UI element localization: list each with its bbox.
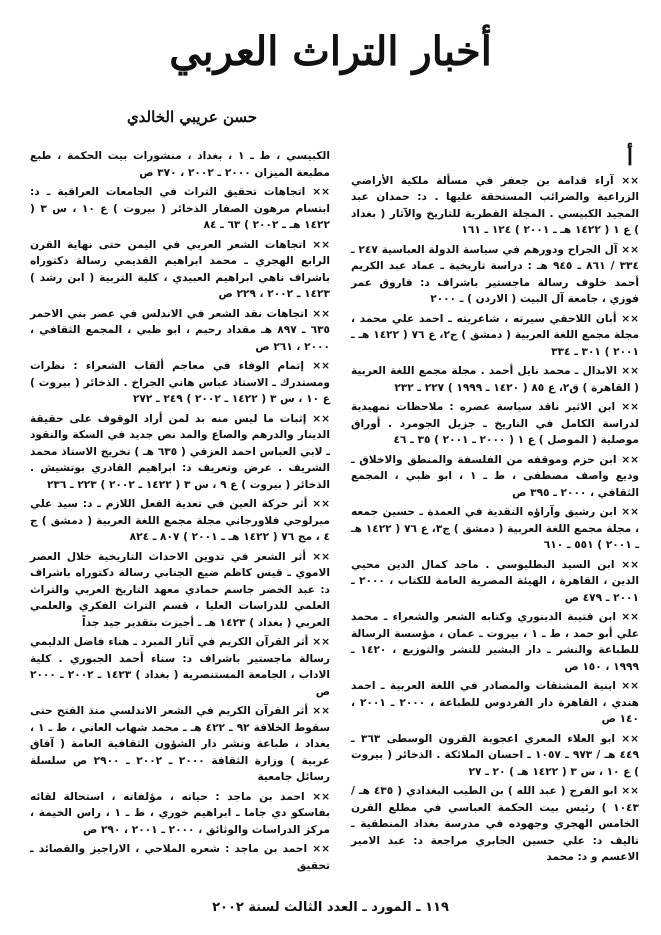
bibliography-entry: ×× ابن رشيق وآراؤه النقدية في العمدة ـ حسين جمعه ، مجلة مجمع اللغة العربية ( دمشق ) ج٣، ع ٧٦ ( ١٤٢٢ هـ ـ ٢٠٠١ ) ٥٥١ ـ ٦١٠ xyxy=(351,506,640,551)
bibliography-entry: ×× احمد بن ماجد : شعره الملاحي ، الاراجيز والقصائد ـ تحقيق xyxy=(30,843,330,872)
bibliography-entry: ×× ابن الاثير ناقد سياسة عصره : ملاحظات تمهيدية لدراسة الكامل في التاريخ ـ جزيل الجومرد . أوراق موصلية ( الموصل ) ع ١ ( ٢٠٠٠ ـ ٢٠٠١ ) ٣٥ ـ ٤٦ xyxy=(351,401,639,446)
bibliography-entry: ×× آراء قدامة بن جعفر في مسألة ملكية الأراضي الزراعية والضرائب المستحقة عليها . د: حمدان عبد المجيد الكبيسي . المجلة القطرية للتاريخ والآثار ( بغداد ) ع ١ ( ١٤٢٢ هـ ـ ٢٠٠١ ) ١٢٤ ـ ١٦١ xyxy=(351,174,639,236)
bibliography-entry: ×× أثر حركة العين في تعدية الفعل اللازم ـ د: سيد علي ميرلوجي فلاورجاني مجلة مجمع اللغة العربية ( دمشق ) ج ٤ ، مج ٧٦ ( ١٤٢٢ هـ ـ ٢٠٠١ ) ٨٠٧ ـ ٨٢٤ xyxy=(30,498,330,543)
bibliography-entry: ×× اتجاهات تحقيق التراث في الجامعات العراقية ـ د: ابتسام مرهون الصفار الذخائر ( بيروت ) ع ١٠ ، س ٣ ( ١٤٢٢ هـ ـ ٢٠٠٢ ) ٦٣ ـ ٨٤ xyxy=(30,186,331,231)
bibliography-entry: ×× الابدال ـ محمد نايل أحمد . مجلة مجمع اللغة العربية ( القاهرة ) ق٢، ع ٨٥ ( ١٤٢٠ ـ ١٩٩٩ ) ٢٢٧ ـ ٢٣٢ xyxy=(351,365,639,394)
bibliography-entry: ×× ابن حزم وموقفه من الفلسفة والمنطق والاخلاق ـ وديع واصف مصطفى ، ط ـ ١ ، ابو ظبي ، المجمع الثقافي ، ٢٠٠٠ ـ ٣٩٥ ص xyxy=(351,453,639,499)
bibliography-entry: ×× ابو الفرج ( عبد الله ) بن الطيب البغدادي ( ٤٣٥ هـ / ١٠٤٣ ) رئيس بيت الحكمة العباسي في مطلع القرن الخامس الهجري وجهوده في مدرسة بغداد المنطقية ـ تاليف د: علي حسين الجابري مراجعة د: عبد الامير الاعسم و د: محمد xyxy=(351,785,639,863)
bibliography-entry: ×× إتمام الوفاء في معاجم ألقاب الشعراء : نظرات ومستدرك ـ الاستاذ عباس هاني الجراخ . الذخائر ( بيروت ) ع ١٠ ، س ٣ ( ١٤٢٢ ـ ٢٠٠٢ ) ٢٤٩ ـ ٢٧٢ xyxy=(30,360,330,405)
right-column xyxy=(351,145,640,869)
bibliography-entry: ×× آل الجراح ودورهم في سياسة الدولة العباسية ٢٤٧ ـ ٣٣٤ / ٨٦١ ـ ٩٤٥ هـ : دراسة تاريخية ـ عماد عبد الكريم أحمد خلوف رسالة ماجستير باشراف د: فاروق عمر فوزي ، جامعة آل البيت ( الاردن ) ـ ٢٠٠٠ xyxy=(351,243,640,305)
bibliography-entry: ×× ابو العلاء المعري اعجوبة القرون الوسطى ٣٦٣ ـ ٤٤٩ هـ / ٩٧٣ ـ ١٠٥٧ ـ احسان الملائكة . الذخائر ( بيروت ) ع ١٠ ، س ٣ ( ١٤٢٢ هـ ) ٢٠ ـ ٢٧ xyxy=(351,732,639,778)
author-name: حسن عريبي الخالدي xyxy=(126,108,258,126)
bibliography-entry: الكبيسي ، ط ـ ١ ، بغداد ، منشورات بيت الحكمة ، طبع مطبعة الميزان ٢٠٠٠ ـ ٢٠٠٢ ، ٣٧٠ ص xyxy=(30,150,330,179)
bibliography-entry: ×× أثر القرآن الكريم في آثار المبرد ـ هناء فاضل الدليمي رسالة ماجستير باشراف د: سناء أحمد الجبوري . كلية الاداب ، الجامعة المستنصرية ( بغداد ) ١٤٢٣ ـ ٢٠٠٢ ـ ٢٠٠٠ ص xyxy=(30,636,330,698)
bibliography-entry: ×× أثر القرآن الكريم في الشعر الاندلسي منذ الفتح حتى سقوط الخلافة ٩٢ ـ ٤٢٢ هـ ـ محمد شهاب العاني ، ط ـ ١ ، بغداد ، طباعة ونشر دار الشؤون الثقافية العامة ( آفاق عربية ) وزارة الثقافة ٢٠٠٠ ـ ٢٠٠٢ ـ ٢٩٠٠ ص سلسلة رسائل جامعية xyxy=(30,705,330,783)
bibliography-entry: ×× ابن قتيبة الدينوري وكتابه الشعر والشعراء ـ محمد علي أبو حمد ، ط ـ ١ ، بيروت ـ عمان ، مؤسسة الرسالة للطباعة والنشر ـ دار البشير للنشر والتوزيع ، ١٤٢٠ ـ ١٩٩٩ ، ١٥٠ ص xyxy=(351,611,640,673)
bibliography-entry: ×× اتجاهات نقد الشعر في الاندلس في عصر بني الاحمر ٦٣٥ ـ ٨٩٧ هـ مقداد رحيم ، ابو ظبي ، المجمع الثقافي ، ٢٠٠٠ ، ٢٦١ ص xyxy=(30,307,331,353)
bibliography-entry: ×× إثبات ما ليس منه بد لمن أراد الوقوف على حقيقة الدينار والدرهم والصاع والمد نص جديد في السكة والنقود ـ لابي العباس احمد العزفي ( ٦٣٥ هـ ) تخريج الاستاذ محمد الشريف . عرض وتعريف د: ابراهيم القادري بوتشيش . الذخائر ( بيروت ) ع ٩ ، س ٣ ( ١٤٢٢ ـ ٢٠٠٢ ) ٢٢٣ ـ ٢٣٦ xyxy=(30,412,331,491)
left-column xyxy=(30,148,330,877)
bibliography-entry: ×× اتجاهات الشعر العربي في اليمن حتى نهاية القرن الرابع الهجري ـ محمد ابراهيم القديمي رسالة دكتوراه باشراف ناهي ابراهيم العبيدي ، كلية التربية ( ابن رشد ) ١٤٢٣ ـ ٢٠٠٢ ، ٢٢٩ ص xyxy=(30,238,330,300)
page-title: أخبار التراث العربي xyxy=(169,28,492,75)
bibliography-entry: ×× احمد بن ماجد : حياته ، مؤلفاته ، استحالة لقائه بفاسكو دي جاما ـ ابراهيم خوري ، ط ـ ١ ، راس الخيمة ، مركز الدراسات والوثائق ، ٢٠٠٠ ـ ٢٠٠١ ، ٢٩٠ ص xyxy=(30,790,330,836)
page-footer: ١١٩ ـ المورد ـ العدد الثالث لسنة ٢٠٠٢ xyxy=(212,900,449,915)
bibliography-entry: ×× أبان اللاحقي سيرته ، شاعريته ـ احمد علي محمد ، مجلة مجمع اللغة العربية ( دمشق ) ج٢، ع ٧٦ ( ١٤٢٢ هـ ـ ٢٠٠١ ) ٣٠١ ـ ٣٣٤ xyxy=(351,312,640,358)
bibliography-entry: ×× أثر الشعر في تدوين الاحداث التاريخية خلال العصر الاموي ـ قيس كاظم ضيع الجنابي رسالة دكتوراه باشراف د: عبد الخضر جاسم حمادي معهد التاريخ العربي والتراث العلمي للدراسات العليا ، قسم التراث الفكري والعلمي العربي ( بغداد ) ١٤٢٣ هـ ـ أجيزت بتقدير جيد جداً xyxy=(30,550,330,629)
bibliography-entry: ×× ابنية المشتقات والمصادر في اللغة العربية ـ احمد هندي ، القاهرة دار الفردوس للطباعة ، ٢٠٠٠ ـ ٢٠٠١ ، ١٤٠ ص xyxy=(351,680,639,725)
bibliography-entry: ×× ابن السيد البطليوسي . ماجد كمال الدين محيي الدين ، القاهرة ، الهيئة المصرية العامة للكتاب ، ٢٠٠٠ ـ ٢٠٠١ ـ ٤٧٩ ص xyxy=(351,558,640,604)
section-letter: أ xyxy=(626,145,633,171)
